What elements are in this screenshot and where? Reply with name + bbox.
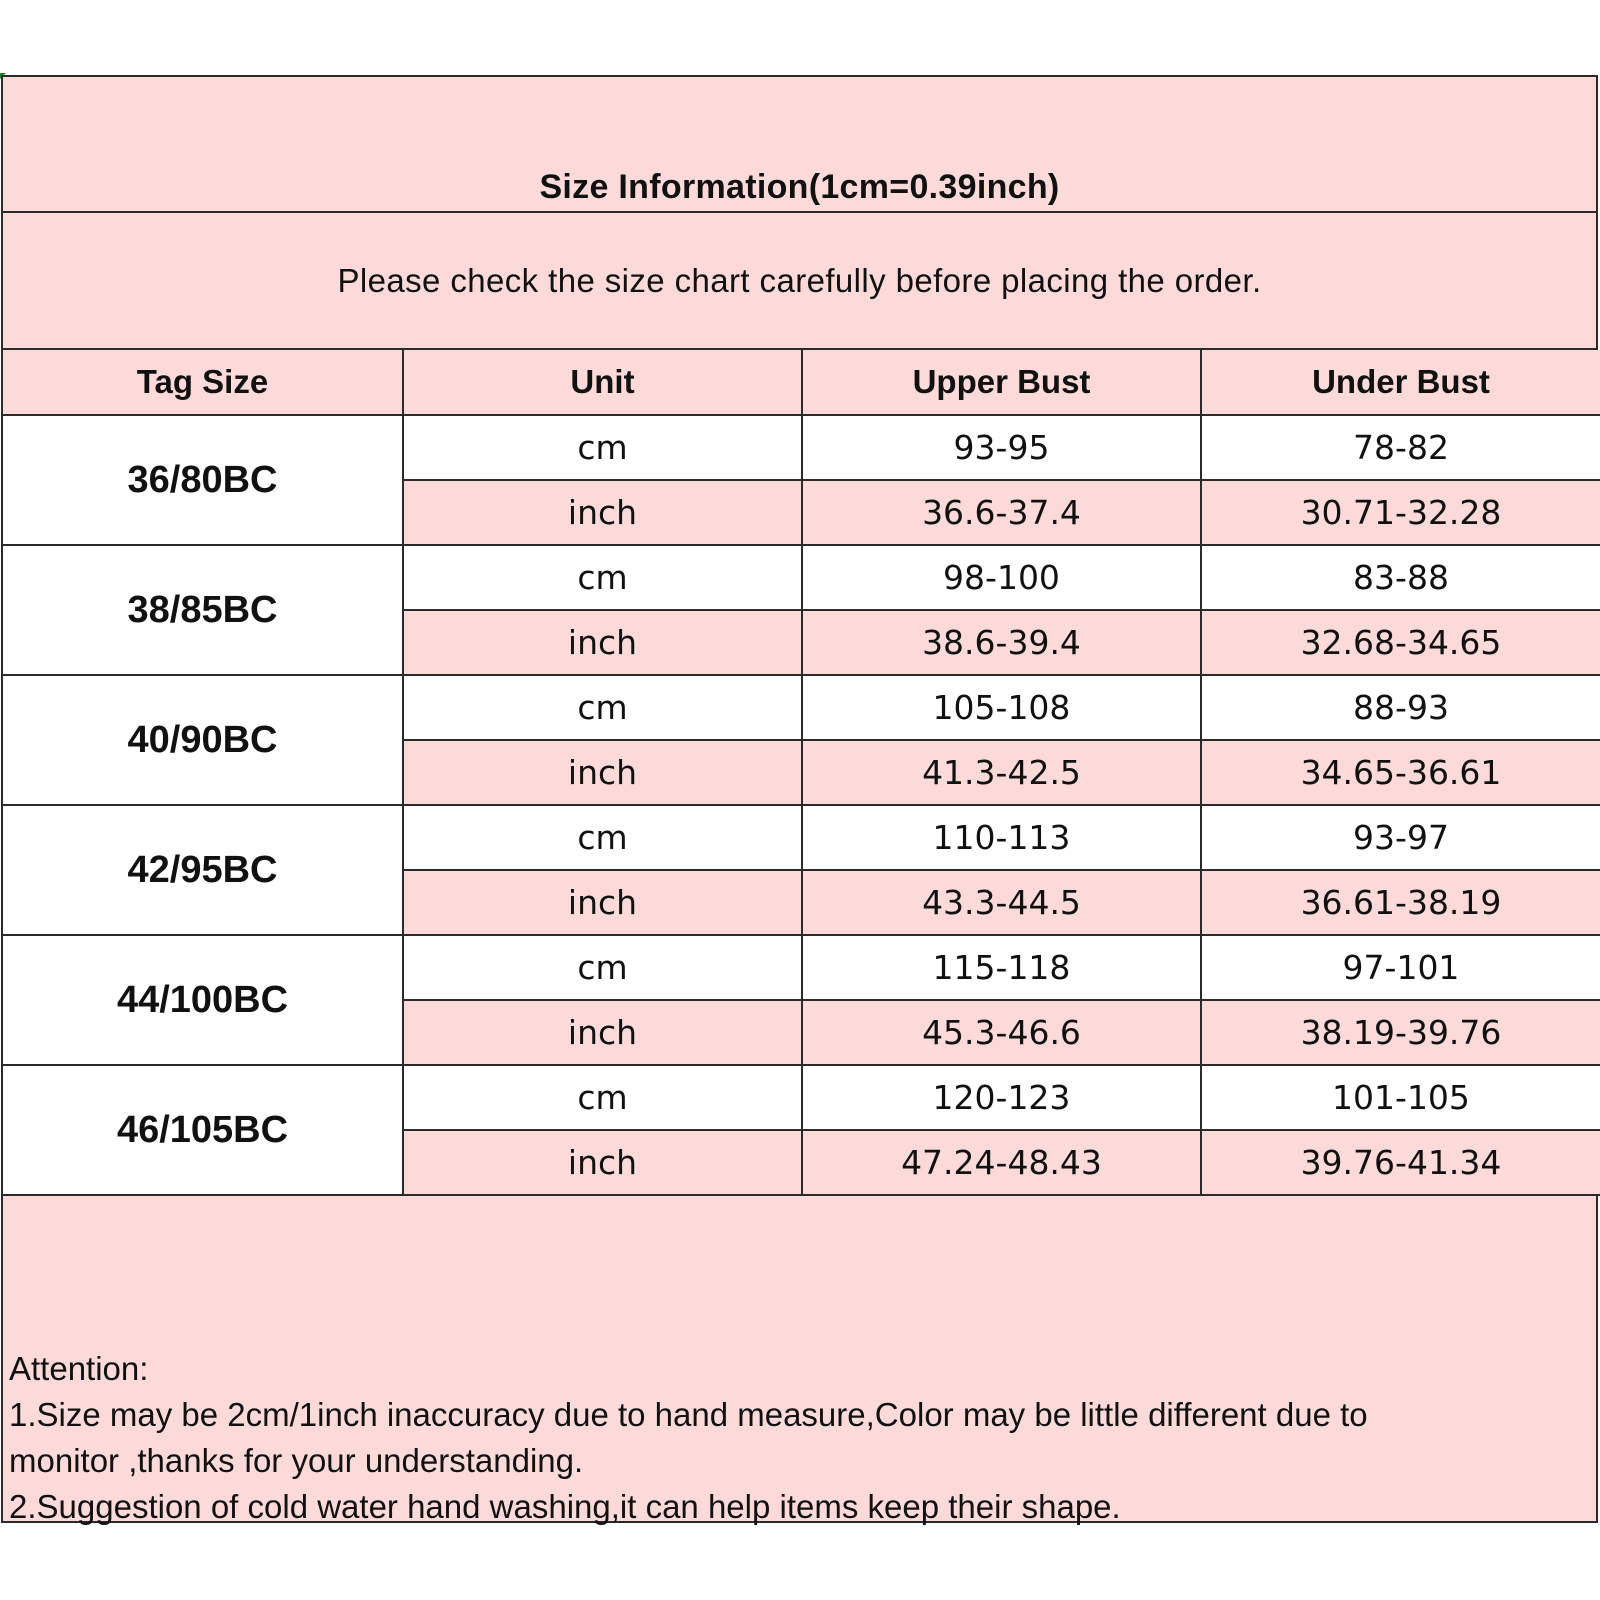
upper-bust-cell: 115-118 bbox=[802, 935, 1201, 1000]
header-upper-bust: Upper Bust bbox=[802, 350, 1201, 415]
under-bust-cell: 93-97 bbox=[1201, 805, 1600, 870]
under-bust-cell: 32.68-34.65 bbox=[1201, 610, 1600, 675]
header-unit: Unit bbox=[403, 350, 802, 415]
upper-bust-cell: 98-100 bbox=[802, 545, 1201, 610]
attention-line-1: 1.Size may be 2cm/1inch inaccuracy due to hand measure,Color may be little different due to bbox=[9, 1396, 1368, 1433]
upper-bust-cell: 45.3-46.6 bbox=[802, 1000, 1201, 1065]
tag-size-cell: 40/90BC bbox=[3, 675, 403, 805]
upper-bust-cell: 93-95 bbox=[802, 415, 1201, 480]
attention-line-3: 2.Suggestion of cold water hand washing,it can help items keep their shape. bbox=[9, 1488, 1121, 1525]
upper-bust-cell: 38.6-39.4 bbox=[802, 610, 1201, 675]
upper-bust-cell: 120-123 bbox=[802, 1065, 1201, 1130]
unit-cell: cm bbox=[403, 415, 802, 480]
upper-bust-cell: 36.6-37.4 bbox=[802, 480, 1201, 545]
table-row bbox=[3, 935, 1600, 1000]
tag-size-cell: 38/85BC bbox=[3, 545, 403, 675]
upper-bust-cell: 110-113 bbox=[802, 805, 1201, 870]
upper-bust-cell: 105-108 bbox=[802, 675, 1201, 740]
table-row bbox=[3, 805, 1600, 870]
size-check-note: Please check the size chart carefully before placing the order. bbox=[3, 213, 1596, 350]
unit-cell: inch bbox=[403, 870, 802, 935]
unit-cell: cm bbox=[403, 545, 802, 610]
under-bust-cell: 30.71-32.28 bbox=[1201, 480, 1600, 545]
under-bust-cell: 97-101 bbox=[1201, 935, 1600, 1000]
upper-bust-cell: 47.24-48.43 bbox=[802, 1130, 1201, 1195]
tag-size-cell: 44/100BC bbox=[3, 935, 403, 1065]
attention-heading: Attention: bbox=[9, 1350, 149, 1387]
header-row bbox=[3, 350, 1600, 415]
unit-cell: inch bbox=[403, 1000, 802, 1065]
unit-cell: cm bbox=[403, 1065, 802, 1130]
size-info-title: Size Information(1cm=0.39inch) bbox=[3, 77, 1596, 213]
unit-cell: inch bbox=[403, 480, 802, 545]
tag-size-cell: 42/95BC bbox=[3, 805, 403, 935]
table-row bbox=[3, 1065, 1600, 1130]
upper-bust-cell: 41.3-42.5 bbox=[802, 740, 1201, 805]
unit-cell: inch bbox=[403, 610, 802, 675]
unit-cell: inch bbox=[403, 740, 802, 805]
under-bust-cell: 38.19-39.76 bbox=[1201, 1000, 1600, 1065]
unit-cell: cm bbox=[403, 935, 802, 1000]
table-row bbox=[3, 415, 1600, 480]
under-bust-cell: 34.65-36.61 bbox=[1201, 740, 1600, 805]
size-table bbox=[3, 350, 1600, 1196]
under-bust-cell: 78-82 bbox=[1201, 415, 1600, 480]
size-chart-sheet bbox=[1, 75, 1598, 1523]
under-bust-cell: 101-105 bbox=[1201, 1065, 1600, 1130]
table-row bbox=[3, 545, 1600, 610]
upper-bust-cell: 43.3-44.5 bbox=[802, 870, 1201, 935]
under-bust-cell: 39.76-41.34 bbox=[1201, 1130, 1600, 1195]
attention-line-2: monitor ,thanks for your understanding. bbox=[9, 1442, 584, 1479]
unit-cell: cm bbox=[403, 805, 802, 870]
unit-cell: cm bbox=[403, 675, 802, 740]
header-tag-size: Tag Size bbox=[3, 350, 403, 415]
header-under-bust: Under Bust bbox=[1201, 350, 1600, 415]
under-bust-cell: 36.61-38.19 bbox=[1201, 870, 1600, 935]
tag-size-cell: 36/80BC bbox=[3, 415, 403, 545]
attention-section bbox=[3, 1254, 1596, 1525]
table-row bbox=[3, 675, 1600, 740]
tag-size-cell: 46/105BC bbox=[3, 1065, 403, 1195]
under-bust-cell: 88-93 bbox=[1201, 675, 1600, 740]
unit-cell: inch bbox=[403, 1130, 802, 1195]
under-bust-cell: 83-88 bbox=[1201, 545, 1600, 610]
